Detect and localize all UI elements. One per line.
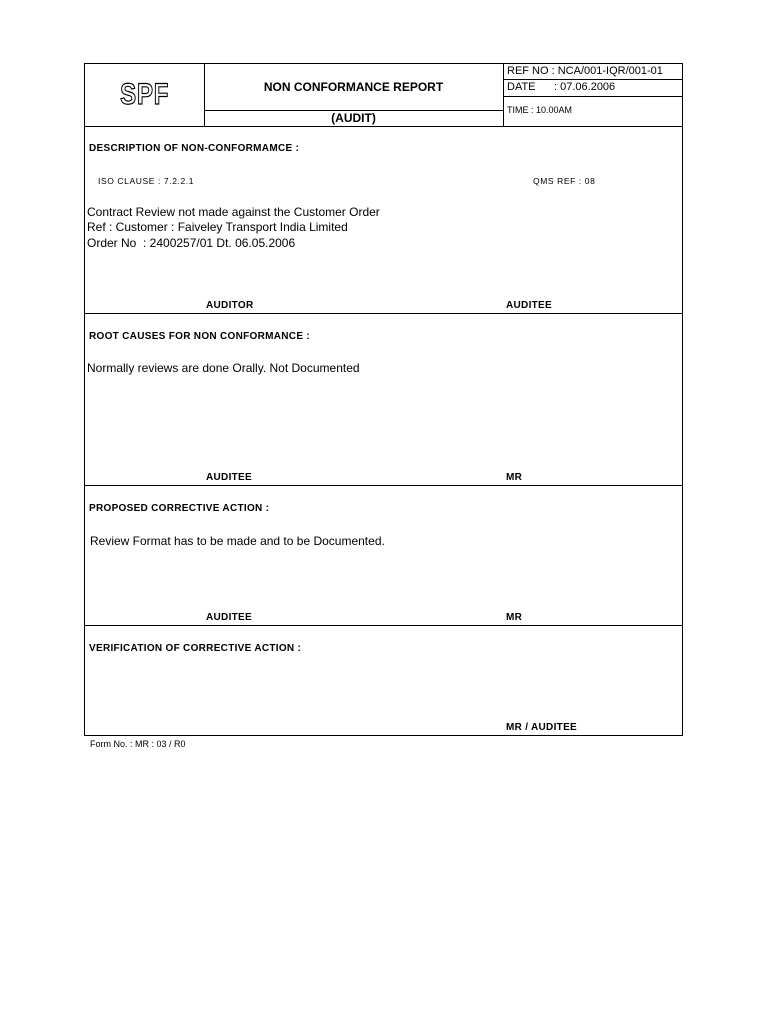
auditor-signature-label: AUDITOR: [206, 300, 254, 311]
date-label: DATE: [507, 81, 536, 93]
description-line-3: Order No : 2400257/01 Dt. 06.05.2006: [87, 236, 296, 250]
auditee-signature-label: AUDITEE: [506, 300, 552, 311]
header-bottom-line: [84, 126, 683, 127]
root-cause-text: Normally reviews are done Orally. Not Documented: [87, 361, 360, 375]
corrective-action-heading: PROPOSED CORRECTIVE ACTION :: [89, 503, 270, 514]
header-divider-right: [503, 63, 504, 127]
section-divider-3: [84, 625, 683, 626]
section-divider-1: [84, 313, 683, 314]
logo-text: SPF: [119, 78, 170, 111]
description-line-2: Ref : Customer : Faiveley Transport India Limited: [87, 220, 348, 234]
date-divider: [503, 96, 683, 97]
verification-signature-label: MR / AUDITEE: [506, 722, 578, 733]
ref-number: REF NO : NCA/001-IQR/001-01: [507, 65, 663, 77]
iso-clause: ISO CLAUSE : 7.2.2.1: [98, 176, 195, 186]
date-value: : 07.06.2006: [554, 81, 616, 93]
root-cause-mr-label: MR: [506, 472, 523, 483]
time-value: TIME : 10.00AM: [507, 105, 573, 115]
corrective-action-auditee-label: AUDITEE: [206, 612, 252, 623]
root-cause-auditee-label: AUDITEE: [206, 472, 252, 483]
ref-divider: [503, 79, 683, 80]
form-number: Form No. : MR : 03 / R0: [90, 739, 186, 749]
section-divider-2: [84, 485, 683, 486]
company-logo: [85, 64, 204, 126]
description-line-1: Contract Review not made against the Customer Order: [87, 205, 380, 219]
report-form: [84, 63, 683, 736]
qms-ref: QMS REF : 08: [533, 176, 596, 186]
corrective-action-text: Review Format has to be made and to be Documented.: [90, 534, 385, 548]
corrective-action-mr-label: MR: [506, 612, 523, 623]
verification-heading: VERIFICATION OF CORRECTIVE ACTION :: [89, 643, 302, 654]
description-heading: DESCRIPTION OF NON-CONFORMAMCE :: [89, 143, 300, 154]
report-subtitle: (AUDIT): [331, 111, 376, 125]
root-cause-heading: ROOT CAUSES FOR NON CONFORMANCE :: [89, 331, 311, 342]
report-title: NON CONFORMANCE REPORT: [263, 80, 444, 94]
